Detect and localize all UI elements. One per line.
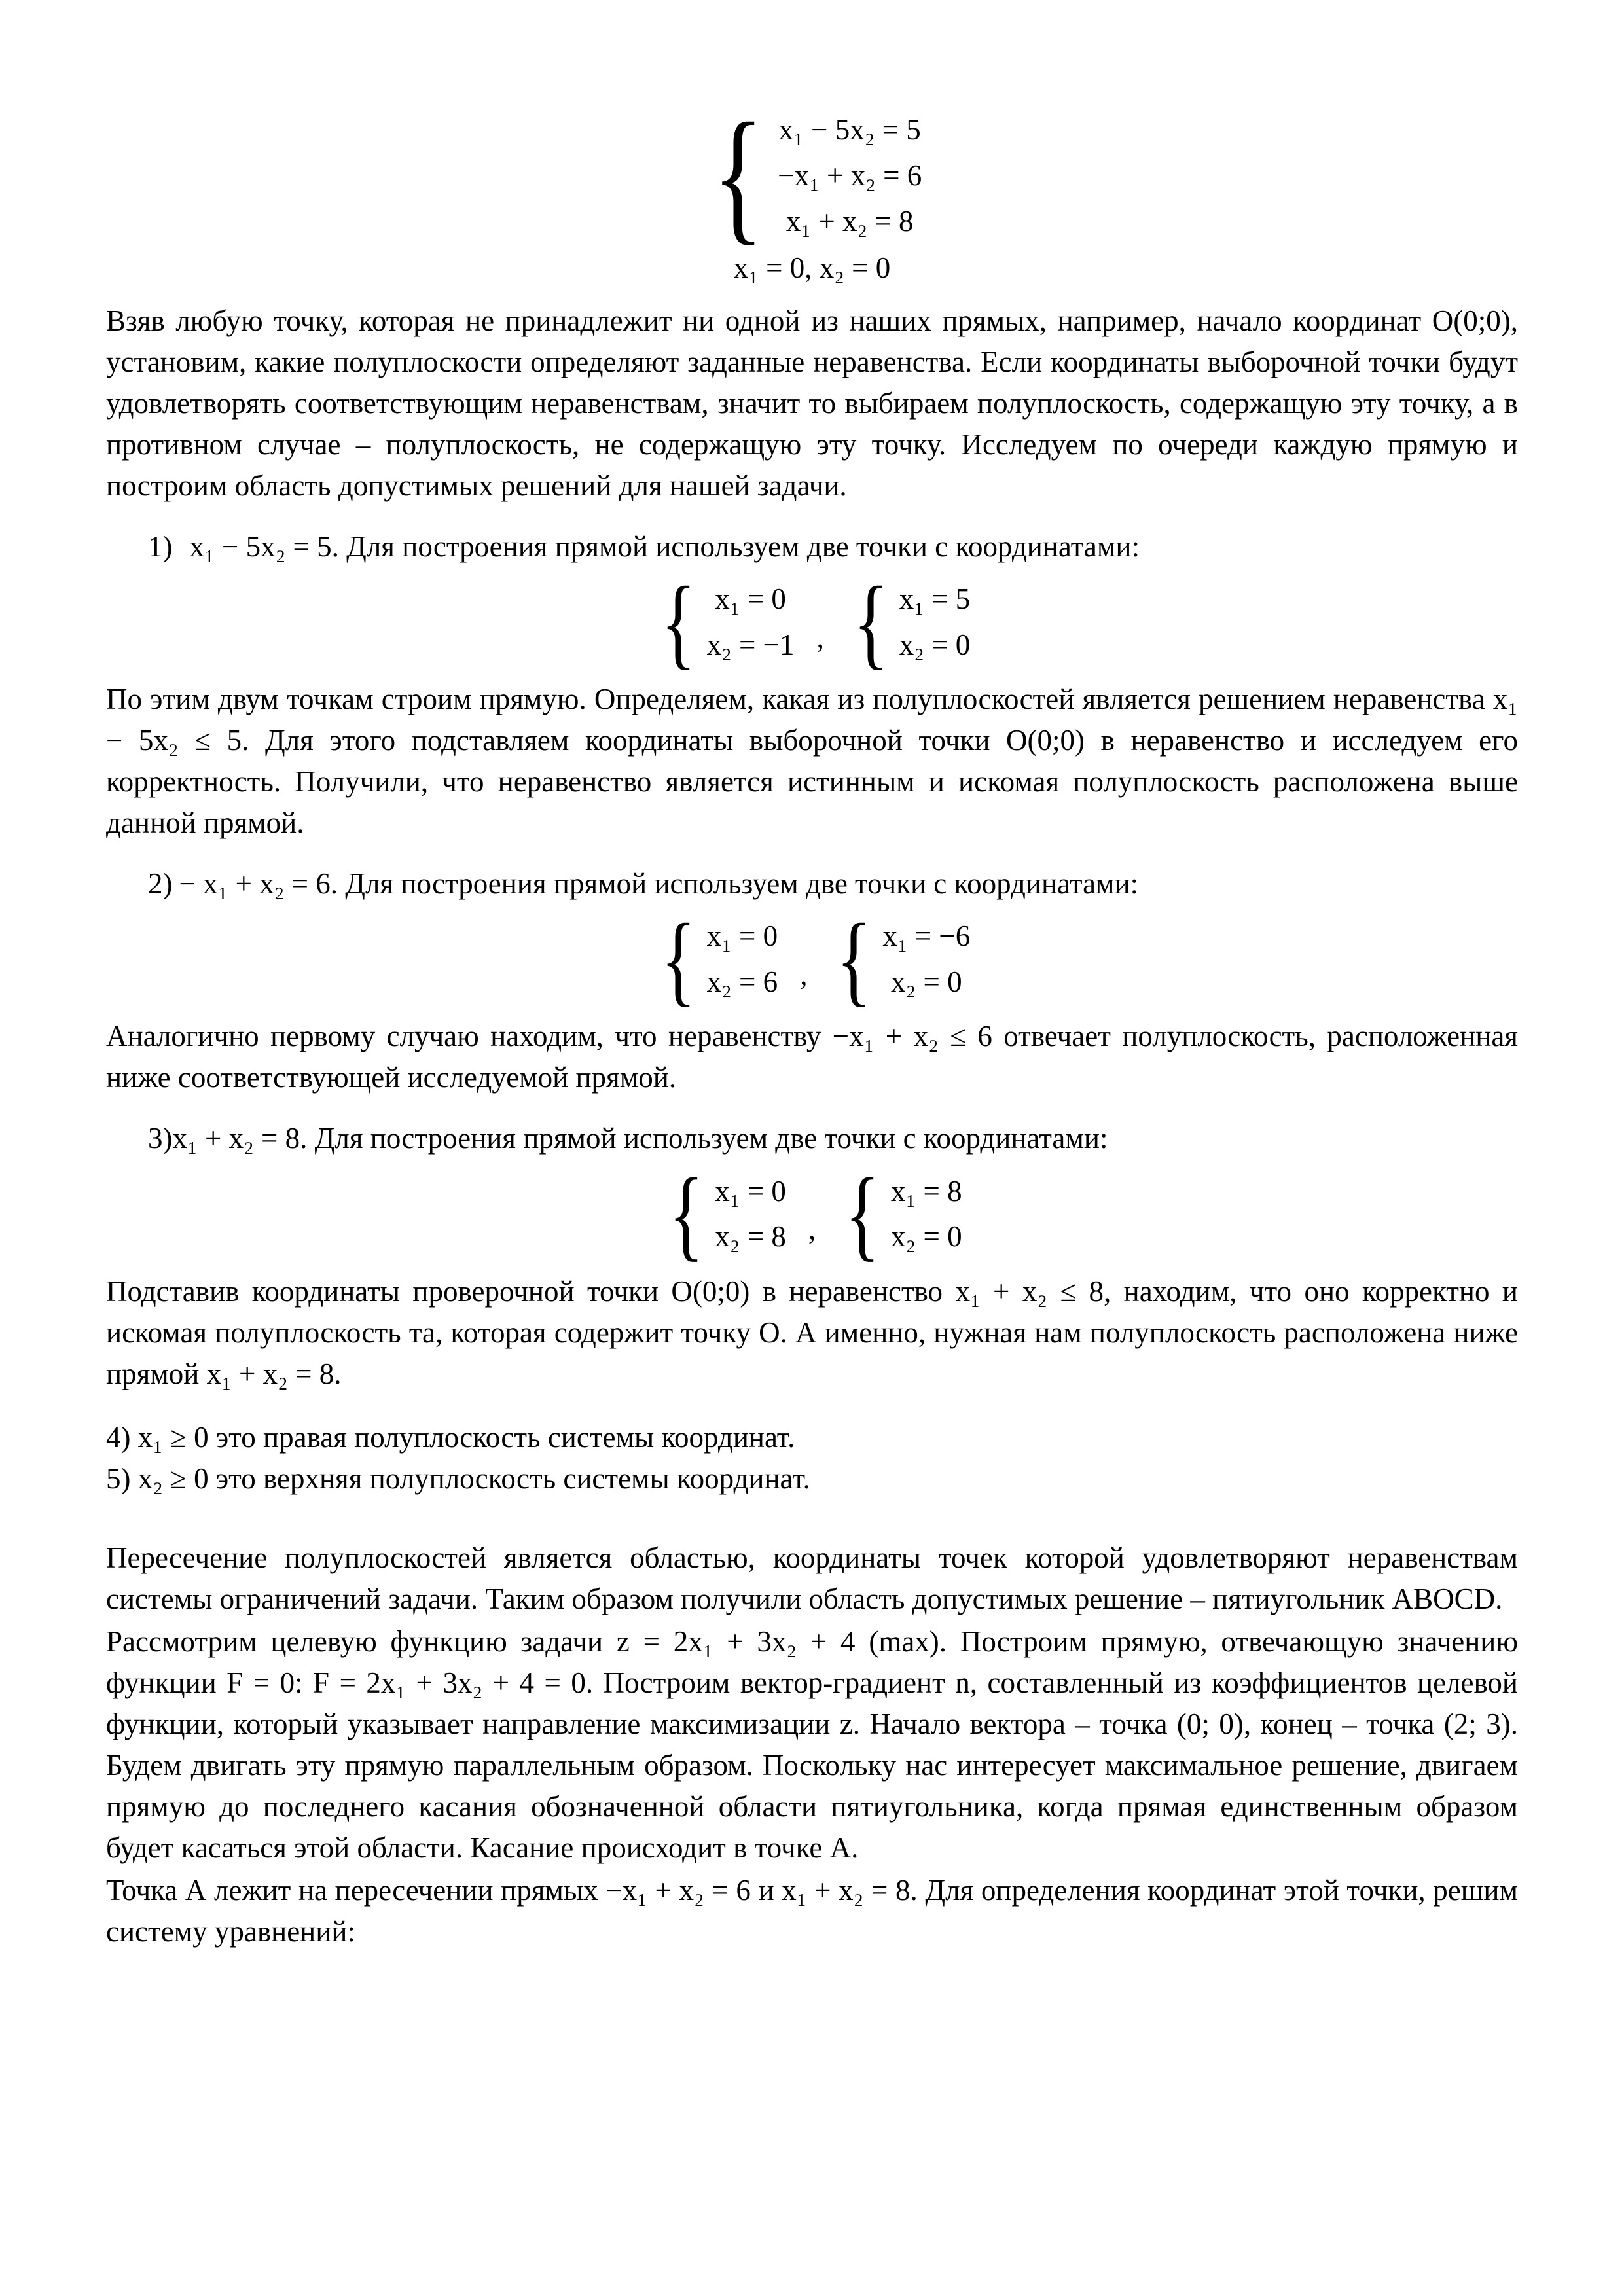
paragraph-after-step-3: Подставив координаты проверочной точки О(0;0) в неравенство x₁ + x₂ ≤ 8, находим, что оно корректно и искомая полуплоскость та, которая содержит точку О. А именно, нужная нам полуплоскость расположена ниже прямой x₁ + x₂ = 8.	[106, 1274, 1518, 1390]
equation-line: x₂ = 0	[891, 1220, 962, 1253]
left-brace-icon: {	[660, 902, 696, 1016]
nonnegativity-line: x₁ = 0, x₂ = 0	[733, 251, 891, 285]
step-5-line: 5) x₂ ≥ 0 это верхняя полуплоскость системы координат.	[106, 1462, 810, 1495]
equation-line: x₂ = 6	[706, 965, 778, 999]
equation-line: x₁ = 0	[715, 1174, 786, 1208]
equation-line: −x₁ + x₂ = 6	[778, 158, 922, 192]
pair-separator: ,	[808, 1213, 816, 1246]
constraints-rows	[774, 107, 922, 244]
left-brace-icon: {	[836, 902, 872, 1016]
step-3-text: x₁ + x₂ = 8. Для построения прямой используем две точки с координатами:	[172, 1122, 1108, 1155]
paragraph-region: Пересечение полуплоскостей является областью, координаты точек которой удовлетворяют неравенствам системы ограничений задачи. Таким образом получили область допустимых решение – пятиугольник ABOCD.	[106, 1541, 1518, 1615]
points-cases-right	[846, 565, 971, 679]
left-brace-icon: {	[844, 1157, 880, 1271]
equation-line: x₁ = −6	[882, 920, 971, 953]
equation-line: x₁ + x₂ = 8	[785, 204, 914, 238]
pair-separator: ,	[800, 958, 808, 992]
step-3-heading	[106, 1118, 1518, 1159]
pair-separator: ,	[816, 620, 824, 654]
left-brace-icon: {	[712, 93, 764, 259]
step-1-points-block	[106, 565, 1518, 679]
equation-line: x₁ = 0	[706, 920, 778, 953]
points-pair	[662, 1157, 962, 1271]
paragraph-point-a: Точка А лежит на пересечении прямых −x₁ + x₂ = 6 и x₁ + x₂ = 8. Для определения координат этой точки, решим систему уравнений:	[106, 1873, 1518, 1948]
equation-line: x₂ = 8	[715, 1220, 786, 1253]
step-1-heading	[106, 526, 1518, 567]
step-2-heading	[106, 863, 1518, 905]
left-brace-icon: {	[668, 1157, 704, 1271]
equation-line: x₁ = 5	[899, 582, 971, 615]
left-brace-icon: {	[853, 565, 889, 679]
paragraph-after-step-1: По этим двум точкам строим прямую. Определяем, какая из полуплоскостей является решением неравенства x₁ − 5x₂ ≤ 5. Для этого подставляем координаты выборочной точки О(0;0) в неравенство и исследуем его корректность. Получили, что неравенство является истинным и искомая полуплоскость расположена выше данной прямой.	[106, 682, 1518, 839]
equation-line: x₁ = 8	[891, 1174, 962, 1208]
points-cases-left	[654, 565, 795, 679]
equation-line: x₁ = 0	[715, 582, 786, 615]
equation-line: x₂ = −1	[706, 628, 795, 661]
step-2-text: − x₁ + x₂ = 6. Для построения прямой используем две точки с координатами:	[179, 867, 1139, 900]
points-cases-right	[829, 902, 971, 1016]
step-3-label: 3)	[148, 1122, 173, 1155]
step-1-label: 1)	[148, 529, 173, 563]
step-1-text: x₁ − 5x₂ = 5. Для построения прямой используем две точки с координатами:	[189, 529, 1140, 563]
step-2-label: 2)	[148, 867, 173, 900]
equation-line: x₁ − 5x₂ = 5	[778, 113, 921, 146]
points-cases-left	[662, 1157, 786, 1271]
paragraph-objective: Рассмотрим целевую функцию задачи z = 2x₁ + 3x₂ + 4 (max). Построим прямую, отвечающую значению функции F = 0: F = 2x₁ + 3x₂ + 4 = 0. Построим вектор-градиент n, составленный из коэффициентов целевой функции, который указывает направление максимизации z. Начало вектора – точка (0; 0), конец – точка (2; 3). Будем двигать эту прямую параллельным образом. Поскольку нас интересует максимальное решение, двигаем прямую до последнего касания обозначенной области пятиугольника, когда прямая единственным образом будет касаться этой области. Касание происходит в точке А.	[106, 1624, 1518, 1864]
equation-line: x₂ = 0	[899, 628, 971, 661]
step-2-points-block	[106, 902, 1518, 1016]
step-3-points-block	[106, 1157, 1518, 1271]
paragraph-after-step-2: Аналогично первому случаю находим, что неравенству −x₁ + x₂ ≤ 6 отвечает полуплоскость, расположенная ниже соответствующей исследуемой прямой.	[106, 1020, 1518, 1094]
points-pair	[654, 565, 971, 679]
points-cases-right	[838, 1157, 962, 1271]
step-4-line: 4) x₁ ≥ 0 это правая полуплоскость системы координат.	[106, 1420, 795, 1454]
equation-line: x₂ = 0	[891, 965, 962, 999]
left-brace-icon: {	[660, 565, 696, 679]
constraints-cases	[702, 93, 922, 259]
points-pair	[654, 902, 971, 1016]
constraints-system-block	[106, 93, 1518, 290]
paragraph-intro: Взяв любую точку, которая не принадлежит ни одной из наших прямых, например, начало координат О(0;0), установим, какие полуплоскости определяют заданные неравенства. Если координаты выборочной точки будут удовлетворять соответствующим неравенствам, значит то выбираем полуплоскость, содержащую эту точку, а в противном случае – полуплоскость, не содержащую эту точку. Исследуем по очереди каждую прямую и построим область допустимых решений для нашей задачи.	[106, 304, 1518, 502]
points-cases-left	[654, 902, 778, 1016]
